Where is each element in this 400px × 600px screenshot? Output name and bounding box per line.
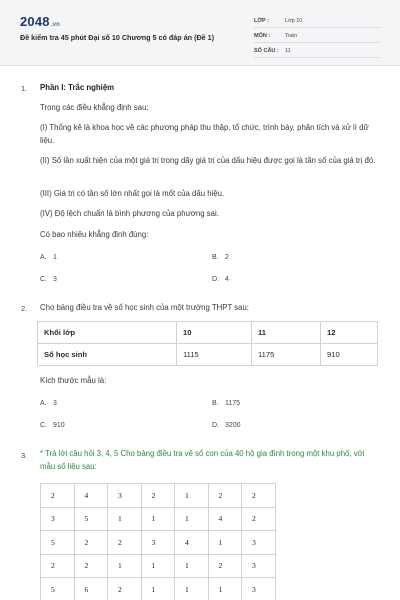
meta-label: LỚP : — [254, 18, 269, 24]
option-c[interactable] — [40, 422, 65, 429]
statement-3: (III) Giá trị có tần số lớn nhất gọi là mốt của dấu hiệu. — [40, 189, 225, 198]
option-a[interactable] — [40, 400, 57, 407]
table-cell: 2 — [208, 484, 242, 508]
option-text: 910 — [53, 422, 65, 429]
option-d[interactable] — [212, 276, 229, 283]
table-cell: 2 — [141, 484, 175, 508]
logo-text: 2048 — [20, 14, 50, 29]
option-letter: C. — [40, 276, 47, 283]
option-letter: B. — [212, 400, 219, 407]
table-cell: 1 — [208, 578, 242, 600]
question-intro: Trong các điều khẳng định sau: — [40, 103, 149, 112]
question-prompt: Có bao nhiêu khẳng định đúng: — [40, 230, 149, 239]
table-cell: 1 — [175, 507, 209, 531]
statement-1: (I) Thống kê là khoa học về các phương pháp thu thập, tổ chức, trình bày, phân tích và xử lí dữ liệu. — [40, 123, 369, 145]
option-b[interactable] — [212, 254, 229, 261]
table-cell: 1 — [141, 507, 175, 531]
option-letter: B. — [212, 254, 219, 261]
question-intro-note: * Trả lời câu hỏi 3, 4, 5 Cho bảng điều tra về số con của 40 hộ gia đình trong một khu phố, với mẫu số liệu sau: — [40, 449, 365, 471]
option-text: 3 — [53, 400, 57, 407]
question-number: 1. — [21, 84, 28, 93]
household-children-table — [40, 483, 276, 600]
table-cell: 1 — [175, 554, 209, 578]
table-row — [41, 578, 276, 600]
site-logo[interactable] — [20, 14, 60, 29]
table-cell: 2 — [108, 531, 142, 555]
table-cell: 4 — [208, 507, 242, 531]
table-cell: 2 — [74, 554, 108, 578]
table-cell: 5 — [41, 578, 75, 600]
table-cell: 2 — [242, 484, 276, 508]
table-cell: 1 — [108, 554, 142, 578]
table-cell: 4 — [175, 531, 209, 555]
option-text: 1175 — [225, 400, 241, 407]
option-letter: D. — [212, 276, 219, 283]
table-row — [41, 554, 276, 578]
question-intro: Cho bảng điều tra về số học sinh của một trường THPT sau: — [40, 303, 249, 312]
option-b[interactable] — [212, 400, 240, 407]
option-text: 2 — [225, 254, 229, 261]
statement-4: (IV) Độ lệch chuẩn là bình phương của phương sai. — [40, 209, 219, 218]
question-number: 3. — [21, 451, 28, 460]
table-cell: 910 — [321, 344, 378, 366]
table-cell: 2 — [41, 554, 75, 578]
student-count-table — [37, 321, 378, 366]
table-cell: 1 — [108, 507, 142, 531]
table-cell: 2 — [108, 578, 142, 600]
option-text: 3200 — [225, 422, 241, 429]
table-row — [41, 507, 276, 531]
exam-meta — [254, 16, 380, 61]
table-row — [38, 344, 378, 366]
table-row — [41, 484, 276, 508]
meta-row-subject — [254, 31, 380, 43]
meta-value: 11 — [285, 48, 291, 54]
table-cell: 3 — [242, 554, 276, 578]
option-text: 4 — [225, 276, 229, 283]
table-cell: 1 — [175, 578, 209, 600]
table-cell: 2 — [208, 554, 242, 578]
table-row — [41, 531, 276, 555]
table-cell: 1115 — [177, 344, 252, 366]
option-d[interactable] — [212, 422, 241, 429]
option-text: 3 — [53, 276, 57, 283]
table-row — [38, 322, 378, 344]
table-cell: 1 — [141, 578, 175, 600]
table-cell: 10 — [177, 322, 252, 344]
question-number: 2. — [21, 304, 28, 313]
option-letter: C. — [40, 422, 47, 429]
exam-title: Đề kiểm tra 45 phút Đại số 10 Chương 5 có đáp án (Đề 1) — [20, 33, 215, 42]
option-a[interactable] — [40, 254, 57, 261]
question-prompt: Kích thước mẫu là: — [40, 376, 107, 385]
statement-2: (II) Số lần xuất hiện của một giá trị trong dãy giá trị của dấu hiệu được gọi là tần số của giá trị đó. — [40, 156, 376, 165]
table-cell: 3 — [242, 578, 276, 600]
table-cell: 3 — [242, 531, 276, 555]
table-cell: Số học sinh — [38, 344, 177, 366]
logo-tld: .vn — [50, 22, 61, 28]
option-letter: A. — [40, 254, 47, 261]
meta-row-class — [254, 16, 380, 28]
option-letter: D. — [212, 422, 219, 429]
table-cell: 2 — [74, 531, 108, 555]
table-cell: 5 — [74, 507, 108, 531]
meta-value: Toán — [285, 33, 297, 39]
table-cell: 1 — [141, 554, 175, 578]
meta-label: SỐ CÂU : — [254, 48, 279, 54]
table-cell: 3 — [108, 484, 142, 508]
table-cell: 3 — [141, 531, 175, 555]
table-cell: 2 — [242, 507, 276, 531]
meta-value: Lớp 10 — [285, 18, 303, 24]
option-text: 1 — [53, 254, 57, 261]
section-title: Phần I: Trắc nghiệm — [40, 83, 115, 92]
table-cell: 12 — [321, 322, 378, 344]
table-cell: 1175 — [252, 344, 321, 366]
table-cell: Khối lớp — [38, 322, 177, 344]
table-cell: 4 — [74, 484, 108, 508]
option-c[interactable] — [40, 276, 57, 283]
table-cell: 2 — [41, 484, 75, 508]
table-cell: 3 — [41, 507, 75, 531]
page-header — [0, 0, 400, 66]
table-cell: 1 — [208, 531, 242, 555]
table-cell: 5 — [41, 531, 75, 555]
option-letter: A. — [40, 400, 47, 407]
meta-label: MÔN : — [254, 33, 271, 39]
table-cell: 11 — [252, 322, 321, 344]
meta-row-question-count — [254, 46, 380, 58]
table-cell: 1 — [175, 484, 209, 508]
table-cell: 6 — [74, 578, 108, 600]
